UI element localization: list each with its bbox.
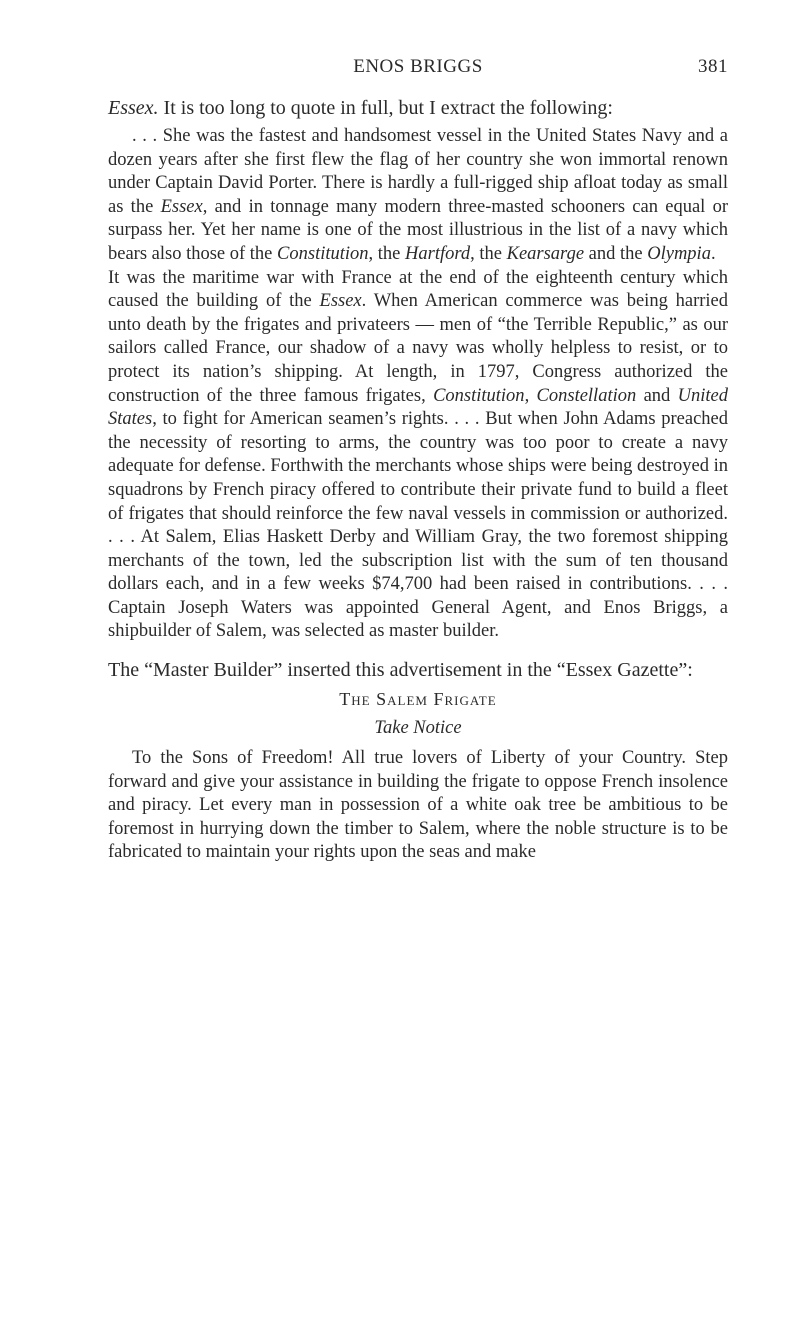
quote-paragraph-1 xyxy=(108,125,728,267)
intro-paragraph xyxy=(108,96,728,121)
quote-text: , xyxy=(524,385,537,406)
quote-text: . When American commerce was being harried unto death by the frigates and privateers — men of “the Terrible Republic,” as our sailors called France, our shadow of a navy was wholly helpless to resist, or to protect its nation’s shipping. At length, in 1797, Congress authorized the construction of the three famous frigates, xyxy=(108,291,728,406)
ship-name: Constitution xyxy=(277,243,369,264)
intro-text: It is too long to quote in full, but I extract the following: xyxy=(158,97,613,119)
running-head: ENOS BRIGGS xyxy=(353,56,483,77)
advertisement-title: The Salem Frigate xyxy=(339,689,497,710)
ship-name: Kearsarge xyxy=(506,243,585,264)
page-content xyxy=(108,96,728,865)
page-number: 381 xyxy=(698,56,728,77)
quote-text: It was the maritime war with France at the end of the eighteenth century which caused the building of the xyxy=(108,267,728,312)
page-header xyxy=(108,56,728,80)
ship-name: Olympia xyxy=(647,243,711,264)
ship-name: Hartford xyxy=(405,243,471,264)
quote-text: . xyxy=(710,243,716,264)
ship-name: Constellation xyxy=(536,385,637,406)
ship-name: United States xyxy=(108,385,728,430)
ship-name-essex: Essex. xyxy=(108,97,159,119)
advertisement-text: To the Sons of Freedom! All true lovers of Liberty of your Country. Step forward and give your assistance in building the frigate to oppose French insolence and piracy. Let every man in possession of a white oak tree be ambitious to be foremost in hurrying down the timber to Salem, where the noble structure is to be fabricated to maintain your rights upon the seas and make xyxy=(108,748,728,863)
quote-text: . . . She was the fastest and handsomest vessel in the United States Navy and a dozen years after she first flew the flag of her country she won immortal renown under Captain David Porter. There is hardly a full-rigged ship afloat today as small as the xyxy=(108,126,728,217)
ship-name: Essex xyxy=(160,196,203,217)
ship-name: Constitution xyxy=(433,385,525,406)
quote-text: , and in tonnage many modern three-masted schooners can equal or surpass her. Yet her name is one of the most illustrious in the list of a navy which bears also those of the xyxy=(108,196,728,264)
quote-text: and the xyxy=(584,243,648,264)
quote-text: , the xyxy=(368,243,406,264)
body-paragraph: The “Master Builder” inserted this advertisement in the “Essex Gazette”: xyxy=(108,659,693,682)
ship-name: Essex xyxy=(319,291,362,312)
quote-paragraph-2 xyxy=(108,267,728,645)
quote-text: and xyxy=(636,385,678,406)
quote-text: , the xyxy=(470,243,507,264)
quote-text: , to fight for American seamen’s rights. . . . But when John Adams preached the necessity of resorting to arms, the country was too poor to create a navy adequate for defense. Forthwith the merchants whose ships were being destroyed in squadrons by French piracy offered to contribute their private fund to build a fleet of frigates that should reinforce the few naval vessels in commission or authorized. . . . At Salem, Elias Haskett Derby and William Gray, the two foremost shipping merchants of the town, led the subscription list with the sum of ten thousand dollars each, and in a few weeks $74,700 had been raised in contributions. . . . Captain Joseph Waters was appointed General Agent, and Enos Briggs, a shipbuilder of Salem, was selected as master builder. xyxy=(108,409,728,642)
advertisement-subtitle: Take Notice xyxy=(374,718,462,739)
